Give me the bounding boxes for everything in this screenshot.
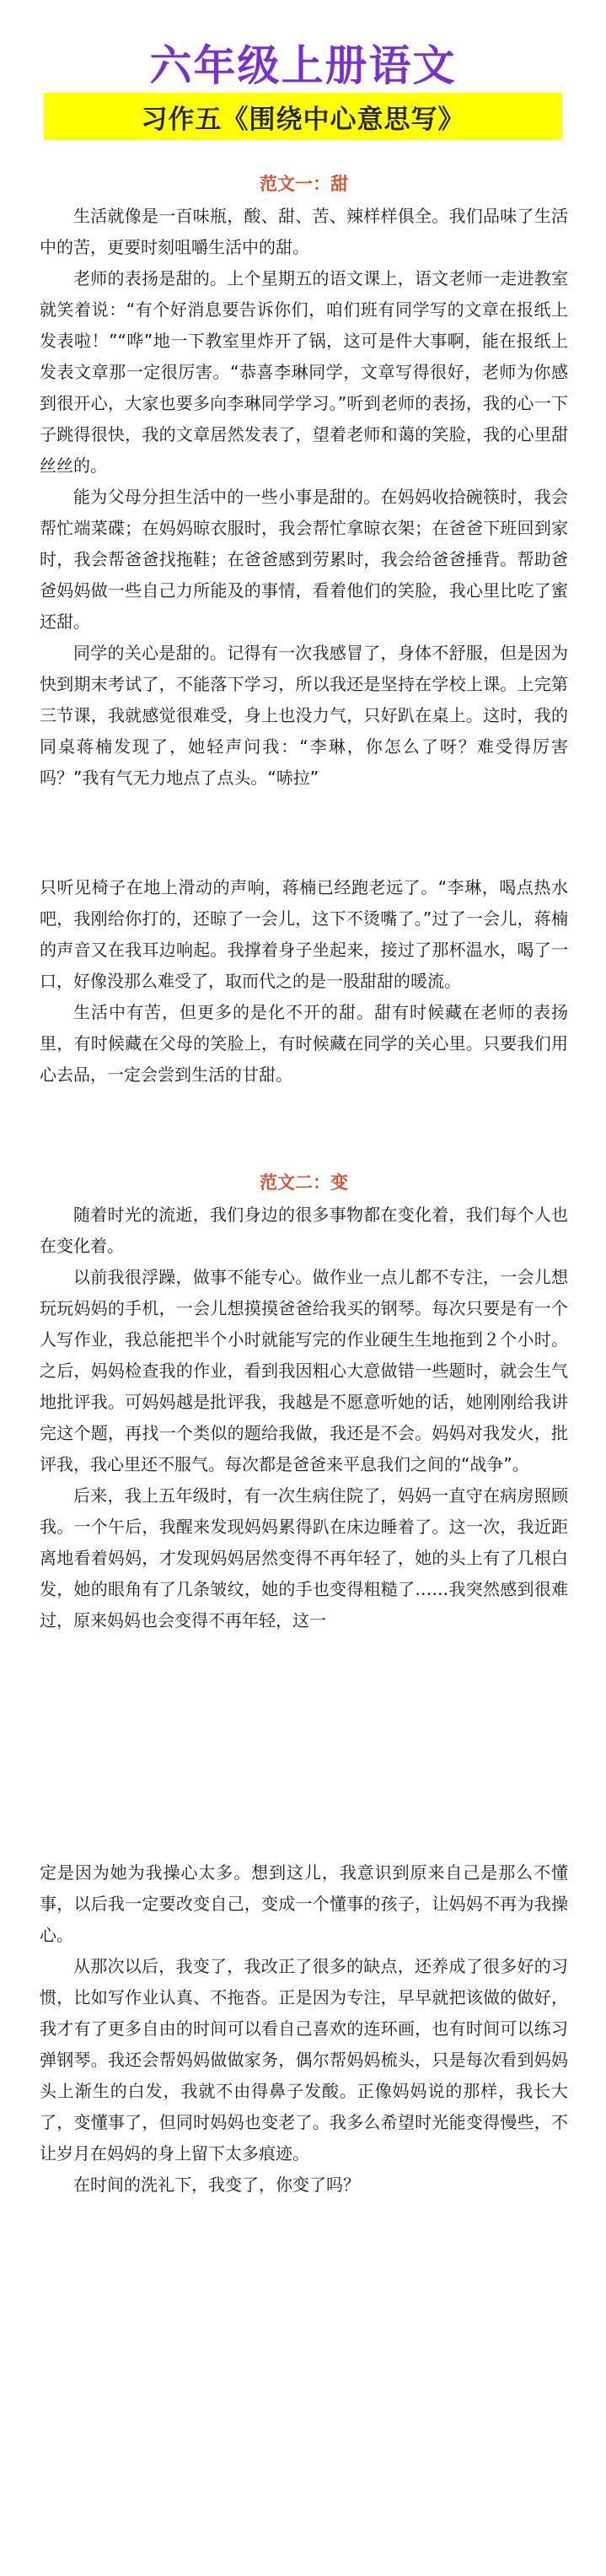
essay1-paragraph: 生活就像是一百味瓶，酸、甜、苦、辣样样俱全。我们品味了生活中的苦，更要时刻咀嚼生活中的甜。 (40, 206, 568, 257)
document-title: 六年级上册语文 (149, 40, 457, 90)
essay1-part2 (40, 872, 568, 1091)
essay1-paragraph: 老师的表扬是甜的。上个星期五的语文课上，语文老师一走进教室就笑着说：“有个好消息要告诉你们，咱们班有同学写的文章在报纸上发表啦！”“哗”地一下教室里炸开了锅，这可是件大事啊，能在报纸上发表文章那一定很厉害。“恭喜李琳同学，文章写得很好，老师为你感到很开心，大家也要多向李琳同学学习。”听到老师的表扬，我的心一下子跳得很快，我的文章居然发表了，望着老师和蔼的笑脸，我的心里甜丝丝的。 (40, 268, 568, 476)
essay2-part2 (40, 1857, 568, 2201)
essay1-paragraph: 能为父母分担生活中的一些小事是甜的。在妈妈收拾碗筷时，我会帮忙端菜碟；在妈妈晾衣服时，我会帮忙拿晾衣架；在爸爸下班回到家时，我会帮爸爸找拖鞋；在爸爸感到劳累时，我会给爸爸捶背。帮助爸爸妈妈做一些自己力所能及的事情，看着他们的笑脸，我心里比吃了蜜还甜。 (40, 487, 568, 632)
essay2-paragraph: 定是因为她为我操心太多。想到这儿，我意识到原来自己是那么不懂事，以后我一定要改变自己，变成一个懂事的孩子，让妈妈不再为我操心。 (40, 1862, 568, 1945)
subtitle-banner (44, 93, 562, 140)
essay1-paragraph: 同学的关心是甜的。记得有一次我感冒了，身体不舒服，但是因为快到期末考试了，不能落下学习，所以我还是坚持在学校上课。上完第三节课，我就感觉很难受，身上也没力气，只好趴在桌上。这时，我的同桌蒋楠发现了，她轻声问我：“李琳，你怎么了呀？难受得厉害吗？”我有气无力地点了点头。“哧拉” (40, 643, 568, 788)
essay1-title: 范文一：甜 (260, 174, 348, 194)
essay1-paragraph: 只听见椅子在地上滑动的声响，蒋楠已经跑老远了。“李琳，喝点热水吧，我刚给你打的，还晾了一会儿，这下不烫嘴了。”过了一会儿，蒋楠的声音又在我耳边响起。我撑着身子坐起来，接过了那杯温水，喝了一口，好像没那么难受了，取而代之的是一股甜甜的暖流。 (40, 877, 568, 991)
essay2-title: 范文二：变 (260, 1172, 348, 1193)
essay2-paragraph: 随着时光的流逝，我们身边的很多事物都在变化着，我们每个人也在变化着。 (40, 1204, 568, 1256)
essay1-part1 (40, 167, 568, 794)
essay2-paragraph: 从那次以后，我变了，我改正了很多的缺点，还养成了很多好的习惯，比如写作业认真、不拖沓。正是因为专注，早早就把该做的做好，我才有了更多自由的时间可以看自己喜欢的连环画，也有时间可以练习弹钢琴。我还会帮妈妈做做家务，偶尔帮妈妈梳头，只是每次看到妈妈头上渐生的白发，我就不由得鼻子发酸。正像妈妈说的那样，我长大了，变懂事了，但同时妈妈也变老了。我多么希望时光能变得慢些，不让岁月在妈妈的身上留下太多痕迹。 (40, 1956, 568, 2164)
essay1-paragraph: 生活中有苦，但更多的是化不开的甜。甜有时候藏在老师的表扬里，有时候藏在父母的笑脸上，有时候藏在同学的关心里。只要我们用心去品，一定会尝到生活的甘甜。 (40, 1002, 568, 1085)
essay2-paragraph: 后来，我上五年级时，有一次生病住院了，妈妈一直守在病房照顾我。一个午后，我醒来发现妈妈累得趴在床边睡着了。这一次，我近距离地看着妈妈，才发现妈妈居然变得不再年轻了，她的头上有了几根白发，她的眼角有了几条皱纹，她的手也变得粗糙了……我突然感到很难过，原来妈妈也会变得不再年轻，这一 (40, 1485, 568, 1630)
document-subtitle: 习作五《围绕中心意思写》 (141, 104, 465, 135)
essay2-part1 (40, 1166, 568, 1636)
essay2-paragraph: 在时间的洗礼下，我变了，你变了吗？ (73, 2175, 360, 2195)
essay2-paragraph: 以前我很浮躁，做事不能专心。做作业一点儿都不专注，一会儿想玩玩妈妈的手机，一会儿想摸摸爸爸给我买的钢琴。每次只要是有一个人写作业，我总能把半个小时就能写完的作业硬生生地拖到２个小时。之后，妈妈检查我的作业，看到我因粗心大意做错一些题时，就会生气地批评我。可妈妈越是批评我，我越是不愿意听她的话，她刚刚给我讲完这个题，再找一个类似的题给我做，我还是不会。妈妈对我发火，批评我，我心里还不服气。每次都是爸爸来平息我们之间的“战争”。 (40, 1267, 568, 1474)
